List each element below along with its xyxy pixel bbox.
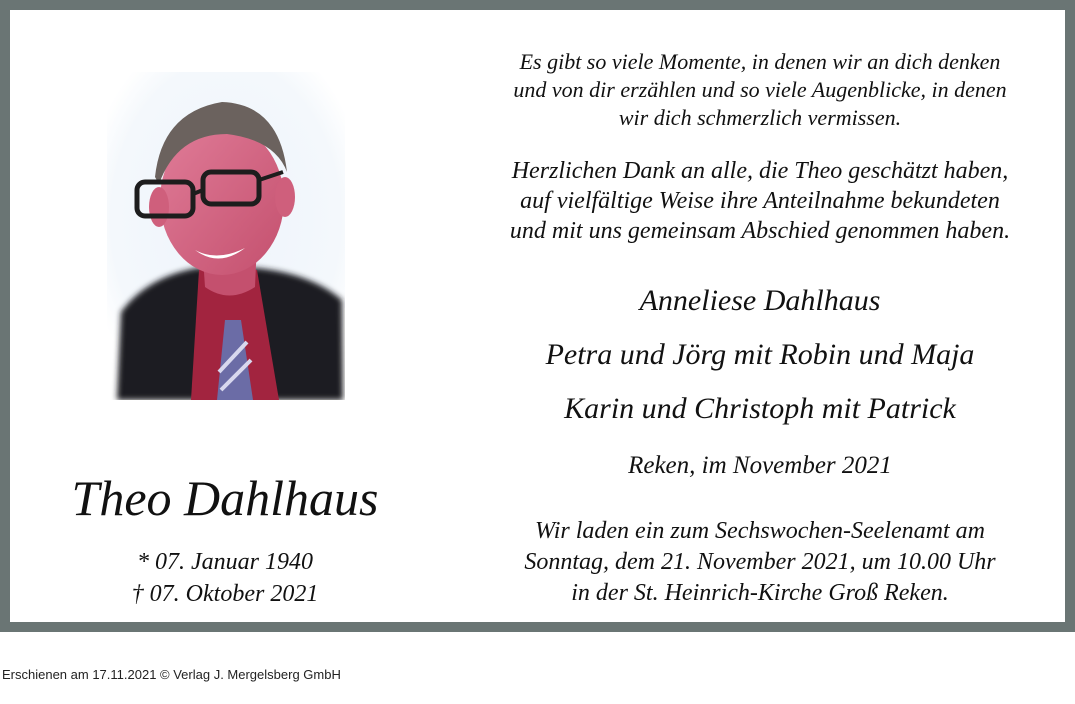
- publication-footer: Erschienen am 17.11.2021 © Verlag J. Mergelsberg GmbH: [2, 667, 341, 682]
- thanks-line: auf vielfältige Weise ihre Anteilnahme bekundeten: [520, 188, 1000, 214]
- mass-line: Sonntag, dem 21. November 2021, um 10.00 Uhr: [524, 549, 996, 575]
- mass-line: in der St. Heinrich-Kirche Groß Reken.: [571, 580, 949, 606]
- portrait-photo: [107, 72, 345, 400]
- deceased-name: Theo Dahlhaus: [71, 470, 379, 526]
- verse-line: wir dich schmerzlich vermissen.: [618, 105, 902, 130]
- thanks-line: und mit uns gemeinsam Abschied genommen haben.: [509, 218, 1011, 244]
- memorial-verse: [445, 48, 1075, 132]
- thanks-text: [445, 156, 1075, 246]
- place-date: Reken, im November 2021: [628, 452, 892, 479]
- thanks-line: Herzlichen Dank an alle, die Theo geschätzt haben,: [511, 158, 1009, 184]
- birth-date: * 07. Januar 1940: [137, 549, 313, 575]
- mass-notice: [445, 516, 1075, 609]
- mass-line: Wir laden ein zum Sechswochen-Seelenamt am: [535, 518, 985, 544]
- family-members: [445, 274, 1075, 436]
- death-date: † 07. Oktober 2021: [131, 581, 319, 607]
- family-member: Petra und Jörg mit Robin und Maja: [545, 338, 975, 371]
- verse-line: Es gibt so viele Momente, in denen wir an dich denken: [519, 49, 1001, 74]
- family-member: Karin und Christoph mit Patrick: [564, 392, 956, 425]
- family-member: Anneliese Dahlhaus: [639, 284, 881, 317]
- verse-line: und von dir erzählen und so viele Augenblicke, in denen: [513, 77, 1007, 102]
- life-dates: [30, 546, 420, 610]
